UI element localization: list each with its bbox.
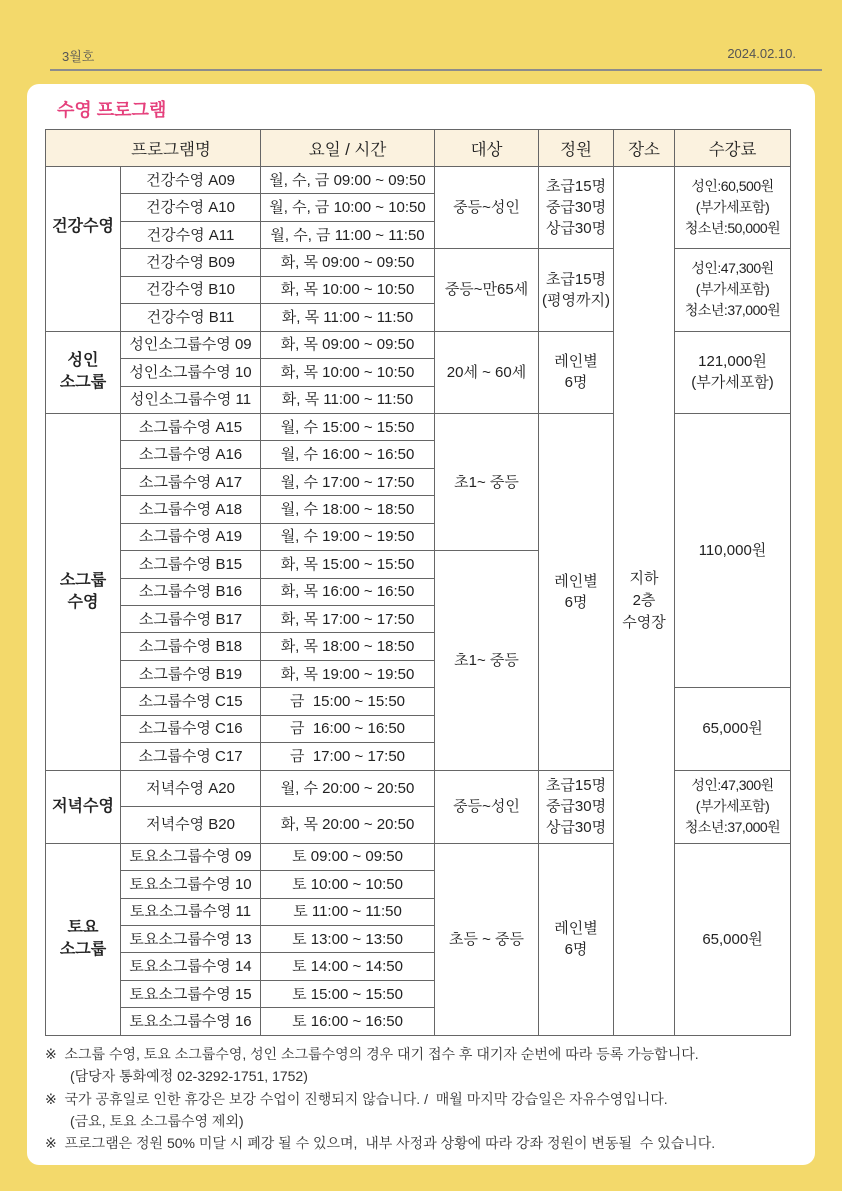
fee-cell: 성인:47,300원 (부가세포함) 청소년:37,000원 bbox=[675, 249, 791, 331]
schedule-cell: 금 16:00 ~ 16:50 bbox=[261, 715, 435, 742]
target-cell: 20세 ~ 60세 bbox=[435, 331, 539, 413]
program-name-cell: 성인소그룹수영 11 bbox=[121, 386, 261, 413]
schedule-cell: 월, 수 17:00 ~ 17:50 bbox=[261, 468, 435, 495]
program-name-cell: 토요소그룹수영 10 bbox=[121, 871, 261, 898]
category-cell: 저녁수영 bbox=[46, 770, 121, 843]
schedule-cell: 금 17:00 ~ 17:50 bbox=[261, 743, 435, 770]
schedule-cell: 토 15:00 ~ 15:50 bbox=[261, 980, 435, 1007]
schedule-cell: 토 11:00 ~ 11:50 bbox=[261, 898, 435, 925]
program-name-cell: 건강수영 A09 bbox=[121, 167, 261, 194]
target-cell: 중등~성인 bbox=[435, 167, 539, 249]
section-title: 수영 프로그램 bbox=[57, 100, 167, 120]
schedule-cell: 화, 목 15:00 ~ 15:50 bbox=[261, 551, 435, 578]
table-header-row bbox=[46, 130, 791, 167]
table-row bbox=[46, 843, 791, 870]
program-name-cell: 건강수영 B10 bbox=[121, 276, 261, 303]
target-cell: 초1~ 중등 bbox=[435, 551, 539, 771]
schedule-cell: 월, 수 20:00 ~ 20:50 bbox=[261, 770, 435, 807]
note-subtext: (금요, 토요 소그룹수영 제외) bbox=[70, 1112, 244, 1129]
program-name-cell: 소그룹수영 C16 bbox=[121, 715, 261, 742]
schedule-cell: 월, 수 15:00 ~ 15:50 bbox=[261, 413, 435, 440]
note-subtext: (담당자 통화예정 02-3292-1751, 1752) bbox=[70, 1068, 308, 1085]
program-name-cell: 토요소그룹수영 16 bbox=[121, 1008, 261, 1035]
schedule-cell: 월, 수, 금 11:00 ~ 11:50 bbox=[261, 221, 435, 248]
program-name-cell: 성인소그룹수영 10 bbox=[121, 359, 261, 386]
schedule-cell: 화, 목 16:00 ~ 16:50 bbox=[261, 578, 435, 605]
category-cell: 토요 소그룹 bbox=[46, 843, 121, 1035]
program-name-cell: 소그룹수영 B18 bbox=[121, 633, 261, 660]
header-divider bbox=[50, 69, 822, 71]
fee-cell: 성인:60,500원 (부가세포함) 청소년:50,000원 bbox=[675, 167, 791, 249]
capacity-cell: 초급15명 중급30명 상급30명 bbox=[539, 167, 614, 249]
header-capacity: 정원 bbox=[539, 130, 614, 167]
header-program: 프로그램명 bbox=[46, 130, 261, 167]
program-table bbox=[45, 129, 791, 1036]
note-text: ※ 소그룹 수영, 토요 소그룹수영, 성인 소그룹수영의 경우 대기 접수 후 대기자 순번에 따라 등록 가능합니다. bbox=[45, 1046, 699, 1062]
schedule-cell: 토 14:00 ~ 14:50 bbox=[261, 953, 435, 980]
issue-date: 2024.02.10. bbox=[727, 46, 796, 61]
notes-section bbox=[45, 1043, 715, 1154]
table-row bbox=[46, 413, 791, 440]
table-row bbox=[46, 688, 791, 715]
program-name-cell: 소그룹수영 B15 bbox=[121, 551, 261, 578]
schedule-cell: 화, 목 11:00 ~ 11:50 bbox=[261, 304, 435, 331]
program-name-cell: 소그룹수영 A19 bbox=[121, 523, 261, 550]
header-location: 장소 bbox=[614, 130, 675, 167]
table-row bbox=[46, 770, 791, 807]
schedule-cell: 월, 수, 금 10:00 ~ 10:50 bbox=[261, 194, 435, 221]
category-cell: 소그룹 수영 bbox=[46, 413, 121, 770]
fee-cell: 성인:47,300원 (부가세포함) 청소년:37,000원 bbox=[675, 770, 791, 843]
program-name-cell: 소그룹수영 B16 bbox=[121, 578, 261, 605]
schedule-cell: 토 09:00 ~ 09:50 bbox=[261, 843, 435, 870]
schedule-cell: 화, 목 20:00 ~ 20:50 bbox=[261, 807, 435, 844]
fee-cell: 65,000원 bbox=[675, 688, 791, 770]
category-cell: 건강수영 bbox=[46, 167, 121, 332]
schedule-cell: 금 15:00 ~ 15:50 bbox=[261, 688, 435, 715]
category-cell: 성인 소그룹 bbox=[46, 331, 121, 413]
program-name-cell: 소그룹수영 B19 bbox=[121, 660, 261, 687]
target-cell: 중등~만65세 bbox=[435, 249, 539, 331]
location-cell: 지하 2층 수영장 bbox=[614, 167, 675, 1036]
capacity-cell: 레인별 6명 bbox=[539, 843, 614, 1035]
note-text: ※ 국가 공휴일로 인한 휴강은 보강 수업이 진행되지 않습니다. / 매월 마지막 강습일은 자유수영입니다. bbox=[45, 1090, 668, 1107]
schedule-cell: 화, 목 11:00 ~ 11:50 bbox=[261, 386, 435, 413]
program-name-cell: 소그룹수영 B17 bbox=[121, 606, 261, 633]
schedule-cell: 월, 수 16:00 ~ 16:50 bbox=[261, 441, 435, 468]
schedule-cell: 화, 목 19:00 ~ 19:50 bbox=[261, 660, 435, 687]
program-name-cell: 건강수영 A10 bbox=[121, 194, 261, 221]
capacity-cell: 레인별 6명 bbox=[539, 413, 614, 770]
program-name-cell: 성인소그룹수영 09 bbox=[121, 331, 261, 358]
table-row bbox=[46, 331, 791, 358]
program-name-cell: 건강수영 A11 bbox=[121, 221, 261, 248]
program-name-cell: 토요소그룹수영 13 bbox=[121, 925, 261, 952]
capacity-cell: 초급15명 중급30명 상급30명 bbox=[539, 770, 614, 843]
program-name-cell: 소그룹수영 A18 bbox=[121, 496, 261, 523]
header-schedule: 요일 / 시간 bbox=[261, 130, 435, 167]
schedule-cell: 토 10:00 ~ 10:50 bbox=[261, 871, 435, 898]
program-name-cell: 소그룹수영 C17 bbox=[121, 743, 261, 770]
fee-cell: 110,000원 bbox=[675, 413, 791, 687]
capacity-cell: 레인별 6명 bbox=[539, 331, 614, 413]
capacity-cell: 초급15명 (평영까지) bbox=[539, 249, 614, 331]
issue-label: 3월호 bbox=[62, 49, 95, 64]
header-target: 대상 bbox=[435, 130, 539, 167]
schedule-cell: 토 13:00 ~ 13:50 bbox=[261, 925, 435, 952]
program-name-cell: 소그룹수영 A16 bbox=[121, 441, 261, 468]
program-name-cell: 저녁수영 B20 bbox=[121, 807, 261, 844]
schedule-cell: 월, 수 18:00 ~ 18:50 bbox=[261, 496, 435, 523]
program-name-cell: 토요소그룹수영 15 bbox=[121, 980, 261, 1007]
target-cell: 초등 ~ 중등 bbox=[435, 843, 539, 1035]
program-name-cell: 소그룹수영 C15 bbox=[121, 688, 261, 715]
fee-cell: 121,000원 (부가세포함) bbox=[675, 331, 791, 413]
fee-cell: 65,000원 bbox=[675, 843, 791, 1035]
schedule-cell: 화, 목 10:00 ~ 10:50 bbox=[261, 359, 435, 386]
table-row bbox=[46, 167, 791, 194]
target-cell: 중등~성인 bbox=[435, 770, 539, 843]
schedule-cell: 월, 수 19:00 ~ 19:50 bbox=[261, 523, 435, 550]
schedule-cell: 화, 목 18:00 ~ 18:50 bbox=[261, 633, 435, 660]
program-name-cell: 토요소그룹수영 11 bbox=[121, 898, 261, 925]
note-text: ※ 프로그램은 정원 50% 미달 시 폐강 될 수 있으며, 내부 사정과 상황에 따라 강좌 정원이 변동될 수 있습니다. bbox=[45, 1135, 716, 1152]
header-fee: 수강료 bbox=[675, 130, 791, 167]
schedule-cell: 화, 목 09:00 ~ 09:50 bbox=[261, 331, 435, 358]
target-cell: 초1~ 중등 bbox=[435, 413, 539, 550]
schedule-cell: 월, 수, 금 09:00 ~ 09:50 bbox=[261, 167, 435, 194]
program-name-cell: 건강수영 B11 bbox=[121, 304, 261, 331]
table-row bbox=[46, 249, 791, 276]
program-name-cell: 소그룹수영 A15 bbox=[121, 413, 261, 440]
schedule-cell: 화, 목 09:00 ~ 09:50 bbox=[261, 249, 435, 276]
program-name-cell: 저녁수영 A20 bbox=[121, 770, 261, 807]
program-name-cell: 토요소그룹수영 09 bbox=[121, 843, 261, 870]
schedule-cell: 화, 목 17:00 ~ 17:50 bbox=[261, 606, 435, 633]
schedule-cell: 토 16:00 ~ 16:50 bbox=[261, 1008, 435, 1035]
program-name-cell: 토요소그룹수영 14 bbox=[121, 953, 261, 980]
schedule-cell: 화, 목 10:00 ~ 10:50 bbox=[261, 276, 435, 303]
program-name-cell: 건강수영 B09 bbox=[121, 249, 261, 276]
program-name-cell: 소그룹수영 A17 bbox=[121, 468, 261, 495]
